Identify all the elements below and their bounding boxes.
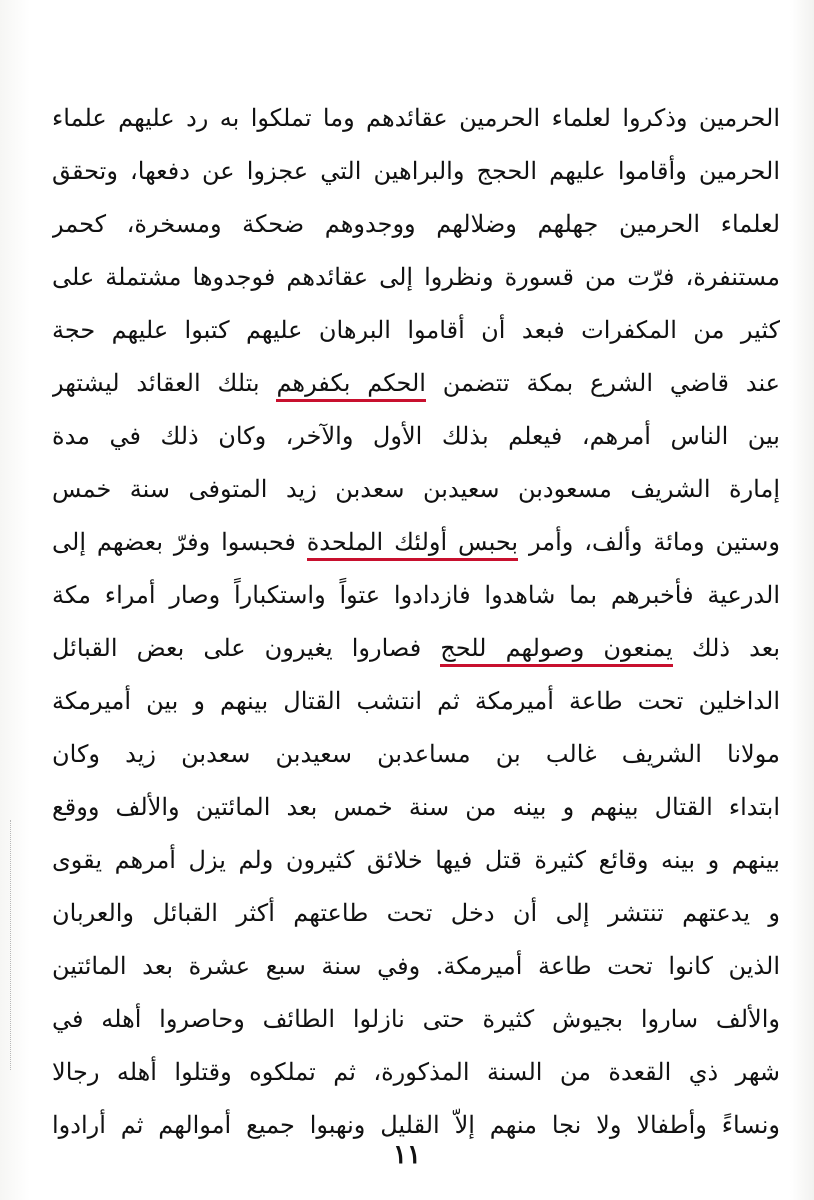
text-line (52, 728, 780, 781)
text-segment: ابتداء القتال بينهم و بينه من سنة خمس بعد المائتين والألف ووقع (52, 793, 780, 821)
text-segment: الداخلين تحت طاعة أميرمكة ثم انتشب القتال بينهم و بين أميرمكة (52, 687, 780, 715)
text-segment: الذين كانوا تحت طاعة أميرمكة. وفي سنة سبع عشرة بعد المائتين (52, 952, 780, 980)
text-segment: فصاروا يغيرون على بعض القبائل (52, 634, 441, 662)
text-segment: الحرمين وأقاموا عليهم الحجج والبراهين التي عجزوا عن دفعها، وتحقق (52, 157, 780, 185)
text-line (52, 569, 780, 622)
text-segment: مولانا الشريف غالب بن مساعدبن سعيدبن سعدبن زيد وكان (52, 740, 780, 768)
text-segment: الدرعية فأخبرهم بما شاهدوا فازدادوا عتواً واستكباراً وصار أمراء مكة (52, 581, 780, 609)
text-segment: كثير من المكفرات فبعد أن أقاموا البرهان عليهم كتبوا عليهم حجة (52, 316, 780, 344)
text-line (52, 834, 780, 887)
text-segment: شهر ذي القعدة من السنة المذكورة، ثم تملكوه وقتلوا أهله رجالا (52, 1058, 780, 1086)
text-line (52, 304, 780, 357)
text-line (52, 357, 780, 410)
underlined-phrase: الحكم بكفرهم (276, 369, 426, 402)
text-segment: والألف ساروا بجيوش كثيرة حتى نازلوا الطائف وحاصروا أهله في (52, 1005, 780, 1033)
text-line (52, 940, 780, 993)
text-line (52, 410, 780, 463)
binding-gutter (10, 820, 17, 1070)
text-line (52, 993, 780, 1046)
text-segment: و يدعتهم تنتشر إلى أن دخل تحت طاعتهم أكثر القبائل والعربان (52, 899, 780, 927)
text-line (52, 1046, 780, 1099)
underlined-phrase: بحبس أولئك الملحدة (307, 528, 518, 561)
text-segment: فحبسوا وفرّ بعضهم إلى (52, 528, 307, 556)
page-number: ١١ (393, 1140, 421, 1170)
text-segment: بينهم و بينه وقائع كثيرة قتل فيها خلائق كثيرون ولم يزل أمرهم يقوى (52, 846, 780, 874)
text-segment: بين الناس أمرهم، فيعلم بذلك الأول والآخر، وكان ذلك في مدة (52, 422, 780, 450)
text-segment: لعلماء الحرمين جهلهم وضلالهم ووجدوهم ضحكة ومسخرة، كحمر (52, 210, 780, 238)
text-segment: عند قاضي الشرع بمكة تتضمن (425, 369, 780, 397)
text-segment: مستنفرة، فرّت من قسورة ونظروا إلى عقائدهم فوجدوها مشتملة على (52, 263, 780, 291)
text-segment: ونساءً وأطفالا ولا نجا منهم إلاّ القليل ونهبوا جميع أموالهم ثم أرادوا (52, 1111, 780, 1139)
text-segment: الحرمين وذكروا لعلماء الحرمين عقائدهم وما تملكوا به رد عليهم علماء (52, 104, 780, 132)
text-line (52, 198, 780, 251)
text-segment: بعد ذلك (672, 634, 780, 662)
text-line (52, 251, 780, 304)
text-line (52, 145, 780, 198)
text-line (52, 92, 780, 145)
underlined-phrase: يمنعون وصولهم للحج (440, 634, 673, 667)
text-line (52, 463, 780, 516)
text-segment: إمارة الشريف مسعودبن سعيدبن سعدبن زيد المتوفى سنة خمس (52, 475, 780, 503)
text-line (52, 675, 780, 728)
text-segment: وستين ومائة وألف، وأمر (518, 528, 780, 556)
text-line (52, 622, 780, 675)
page-text-block (52, 92, 780, 1152)
text-line (52, 516, 780, 569)
text-segment: بتلك العقائد ليشتهر (52, 369, 277, 397)
text-line (52, 781, 780, 834)
text-line (52, 887, 780, 940)
